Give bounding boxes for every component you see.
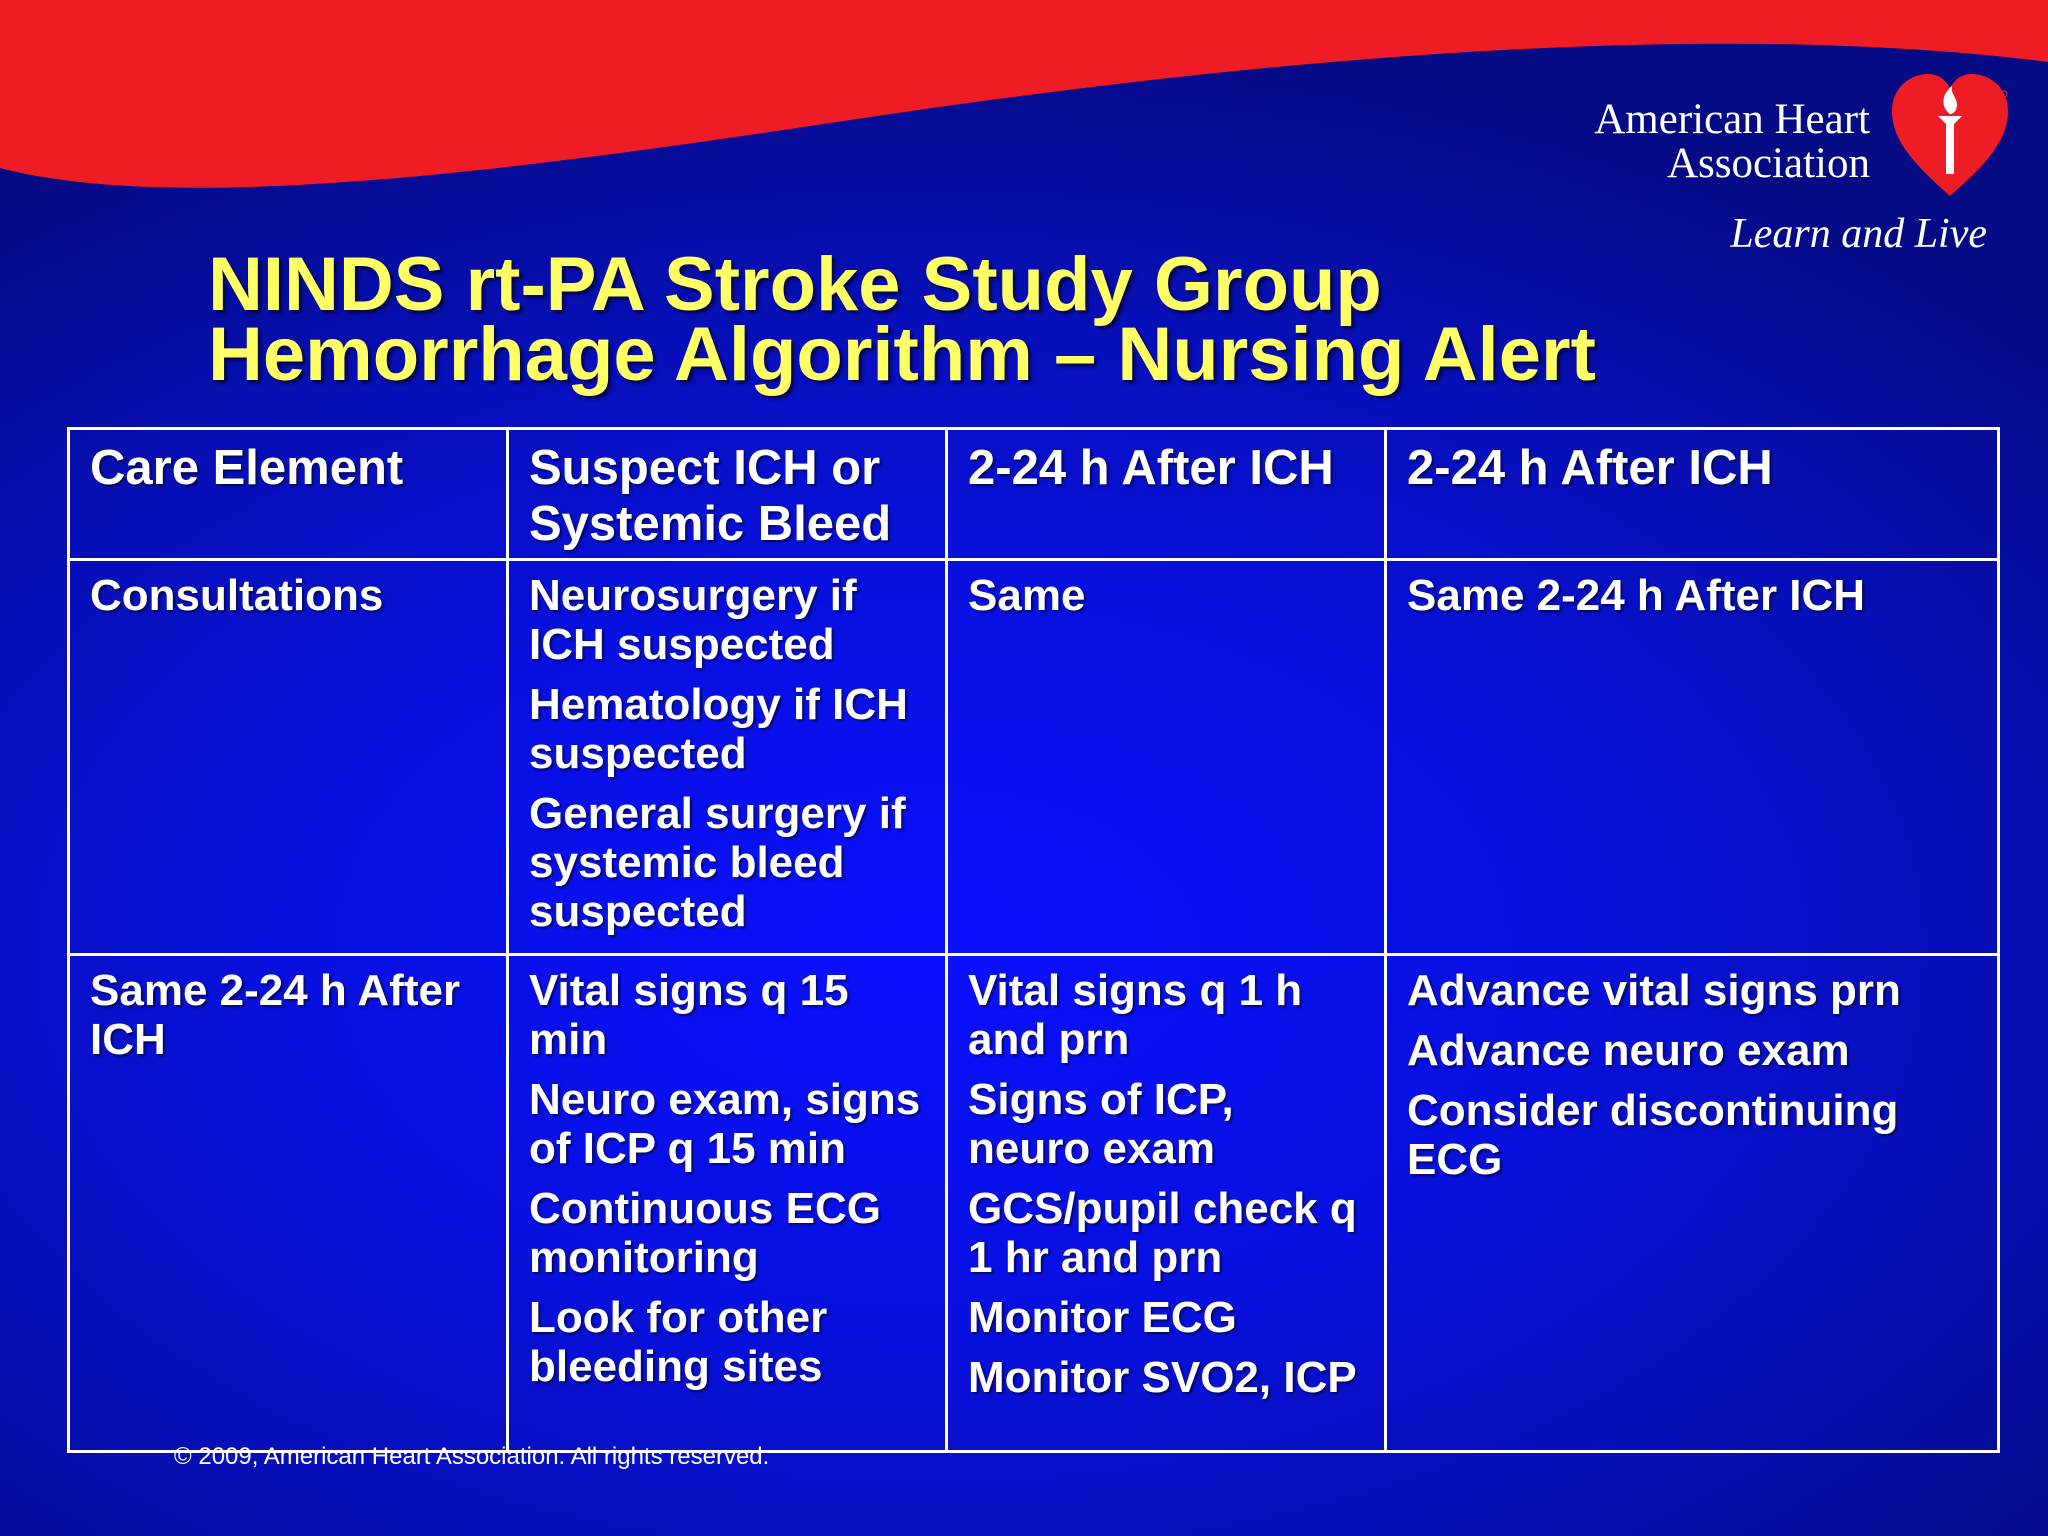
cell-item: Consultations: [90, 571, 384, 620]
table-cell: [1386, 955, 1999, 1452]
table-cell: [69, 955, 508, 1452]
cell-item: Hematology if ICH suspected: [529, 680, 908, 778]
cell-item: Same 2-24 h After ICH: [1407, 571, 1866, 620]
table-cell: [69, 560, 508, 955]
cell-item: Monitor SVO2, ICP: [968, 1353, 1357, 1402]
cell-item: Neuro exam, signs of ICP q 15 min: [529, 1075, 921, 1173]
cell-item: General surgery if systemic bleed suspected: [529, 789, 906, 936]
logo-tagline: Learn and Live: [1730, 211, 1987, 257]
copyright-notice: © 2009, American Heart Association. All rights reserved.: [174, 1443, 770, 1470]
cell-item: Monitor ECG: [968, 1293, 1237, 1342]
cell-item: Same: [968, 571, 1086, 620]
cell-item: Advance vital signs prn: [1407, 966, 1901, 1015]
slide-title-line1: NINDS rt-PA Stroke Study Group: [208, 242, 1382, 327]
cell-item: Signs of ICP, neuro exam: [968, 1075, 1234, 1173]
header-suspect-ich: Suspect ICH or Systemic Bleed: [508, 429, 947, 560]
table-row: [69, 560, 1999, 955]
header-2-24h-after-ich-2: 2-24 h After ICH: [1386, 429, 1999, 560]
heart-torch-icon: [1890, 66, 2010, 201]
cell-item: GCS/pupil check q 1 hr and prn: [968, 1184, 1357, 1282]
slide-title: [208, 242, 1708, 397]
table-cell: [947, 955, 1386, 1452]
cell-item: Vital signs q 15 min: [529, 966, 849, 1064]
logo-name-line1: American Heart: [1594, 96, 1870, 143]
table-cell: [947, 560, 1386, 955]
cell-item: Consider discontinuing ECG: [1407, 1086, 1899, 1184]
table-row: [69, 955, 1999, 1452]
cell-item: Advance neuro exam: [1407, 1026, 1850, 1075]
cell-item: Continuous ECG monitoring: [529, 1184, 881, 1282]
cell-item: Same 2-24 h After ICH: [90, 966, 461, 1064]
aha-logo: [1580, 66, 2020, 266]
cell-item: Neurosurgery if ICH suspected: [529, 571, 857, 669]
nursing-alert-table: [67, 427, 2000, 1453]
table-cell: [508, 955, 947, 1452]
logo-name-line2: Association: [1666, 140, 1870, 187]
header-2-24h-after-ich: 2-24 h After ICH: [947, 429, 1386, 560]
slide-title-line2: Hemorrhage Algorithm – Nursing Alert: [208, 312, 1596, 397]
table-header-row: [69, 429, 1999, 560]
cell-item: Vital signs q 1 h and prn: [968, 966, 1303, 1064]
table-cell: [1386, 560, 1999, 955]
cell-item: Look for other bleeding sites: [529, 1293, 828, 1391]
table-cell: [508, 560, 947, 955]
header-care-element: Care Element: [69, 429, 508, 560]
